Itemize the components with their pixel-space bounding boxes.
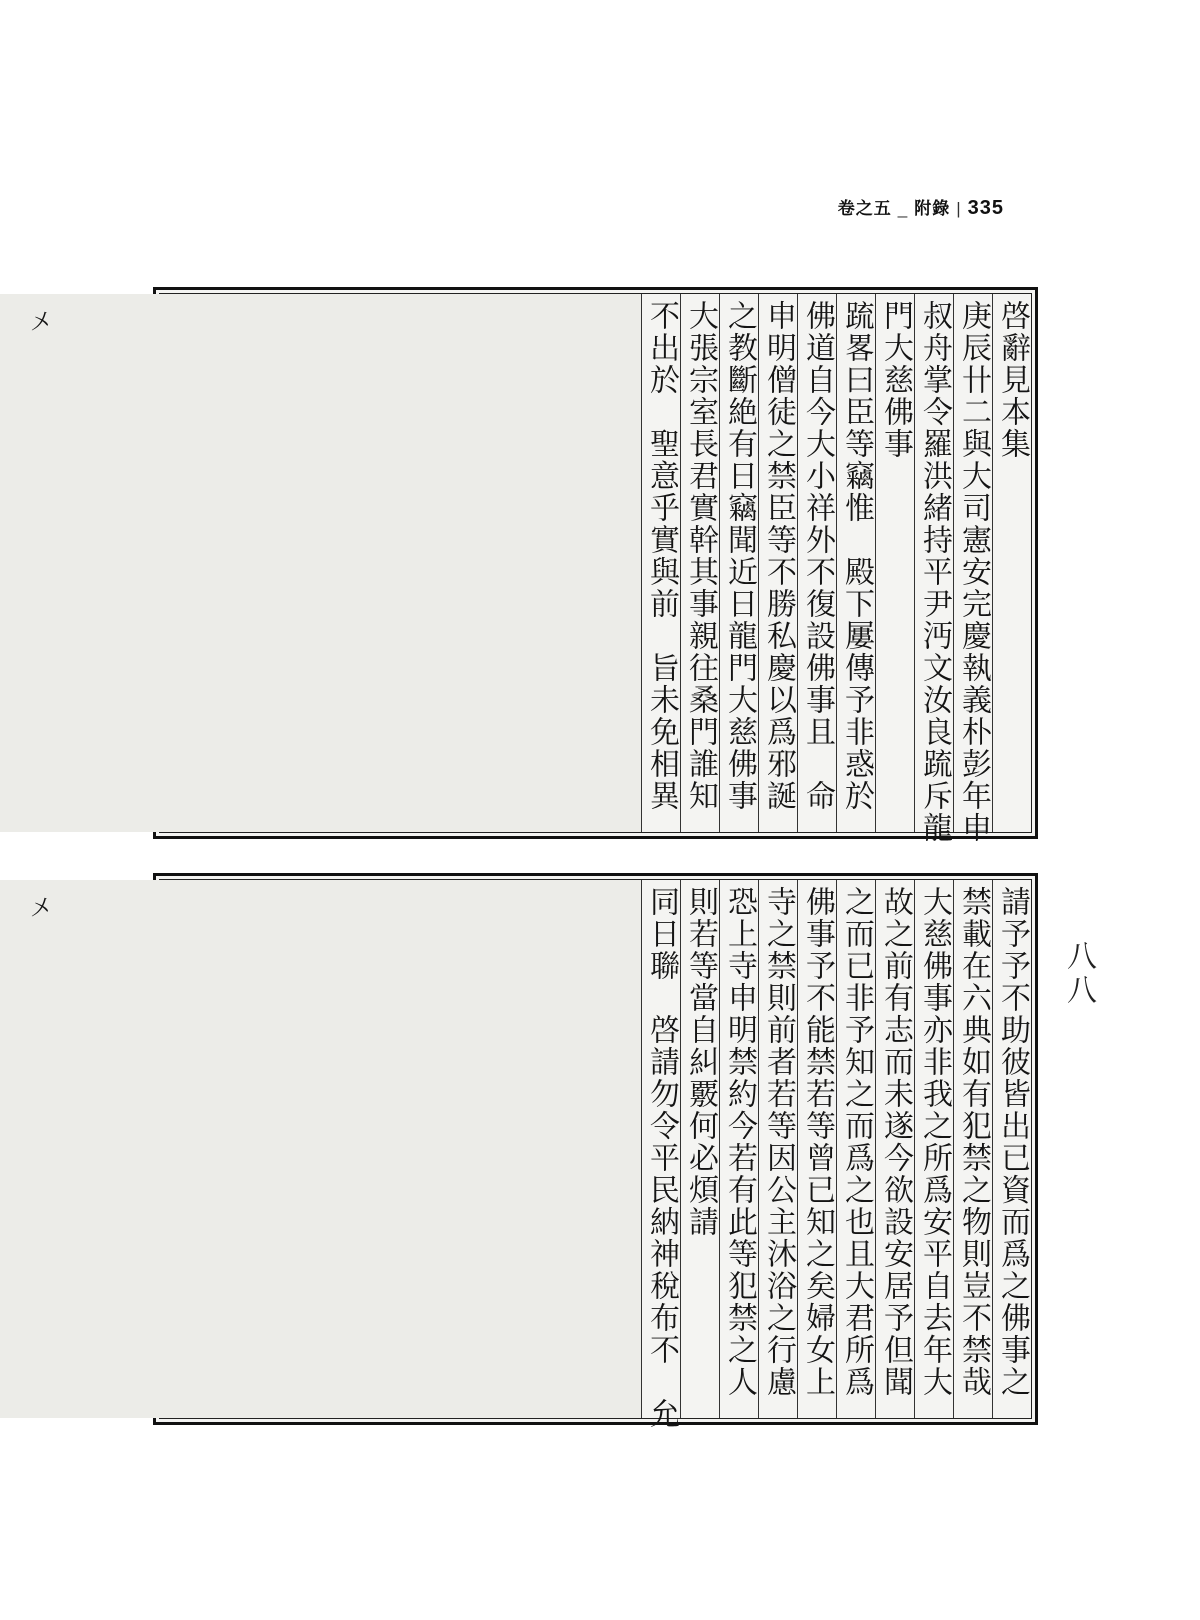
text-column: 佛道自今大小祥外不復設佛事且 命 [797,294,836,832]
text-column: 門大慈佛事 [875,294,914,832]
text-column: 大慈佛事亦非我之所爲安平自去年大 [914,880,953,1418]
text-column: 禁載在六典如有犯禁之物則豈不禁哉 [953,880,992,1418]
lower-woodblock-plate [29,873,1038,1430]
fishtail-mark: 〤 [29,896,53,921]
text-column: 大張宗室長君實幹其事親往桑門誰知 [680,294,719,832]
text-column: 同日聯 啓請勿令平民納神稅布不 允 [641,880,680,1418]
text-column: 佛事予不能禁若等曾已知之矣婦女上 [797,880,836,1418]
text-column: 寺之禁則前者若等因公主沐浴之行慮 [758,880,797,1418]
page-number: 335 [967,197,1004,219]
header-divider: | [956,199,962,218]
volume-label: 卷之五 [837,199,892,218]
header-separator: _ [897,199,909,218]
fishtail-mark: 〤 [29,310,53,335]
text-column: 啓辭見本集 [992,294,1031,832]
upper-woodblock-plate [29,287,1038,844]
text-column: 叔舟掌令羅洪緒持平尹沔文汝良䟽斥龍 [914,294,953,832]
plate-center-column [0,294,641,832]
text-column: 則若等當自糾覈何必煩請 [680,880,719,1418]
text-column: 庚辰卄二與大司憲安完慶執義朴彭年申 [953,294,992,832]
running-header [838,194,1004,220]
text-column: 請予予不助彼皆出已資而爲之佛事之 [992,880,1031,1418]
text-column: 䟽畧曰臣等竊惟 殿下屢傳予非惑於 [836,294,875,832]
upper-plate-columns [29,293,1032,844]
text-column: 申明僧徒之禁臣等不勝私慶以爲邪誕 [758,294,797,832]
margin-page-note: 八八 [1061,940,1096,1008]
text-column: 恐上寺申明禁約今若有此等犯禁之人 [719,880,758,1418]
lower-plate-columns [29,879,1032,1430]
plate-center-column [0,880,641,1418]
text-column: 故之前有志而未遂今欲設安居予但聞 [875,880,914,1418]
text-column: 之教斷絶有日竊聞近日龍門大慈佛事 [719,294,758,832]
section-label: 附錄 [914,199,951,218]
text-column: 之而已非予知之而爲之也且大君所爲 [836,880,875,1418]
text-column: 不出於 聖意乎實與前 旨未免相異 [641,294,680,832]
